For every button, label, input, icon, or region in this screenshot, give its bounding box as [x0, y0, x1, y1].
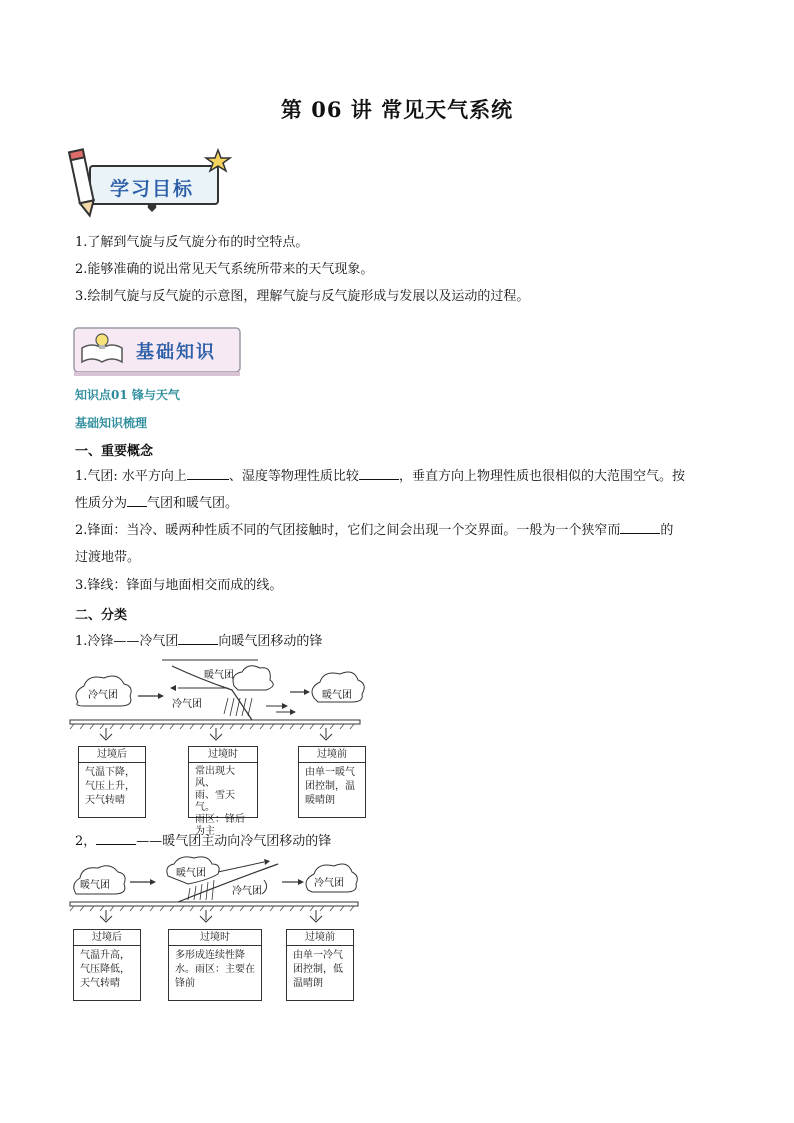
cold-mass-label: 冷气团 [88, 690, 118, 701]
answer-blank[interactable] [359, 465, 399, 480]
answer-blank[interactable] [620, 519, 660, 534]
review-title: 基础知识梳理 [75, 416, 148, 430]
warm-mass-left-label: 暖气团 [80, 880, 110, 891]
warm-front-before-box: 过境前 由单一冷气 团控制，低 温晴朗 [286, 929, 354, 1001]
section-heading-1: 一、重要概念 [75, 444, 154, 459]
warm-front-after-box: 过境后 气温升高， 气压降低， 天气转晴 [73, 929, 141, 1001]
goal-item-3: 3.绘制气旋与反气旋的示意图，理解气旋与反气旋形成与发展以及运动的过程。 [75, 289, 530, 304]
answer-blank[interactable] [178, 630, 218, 645]
page-title: 第 06 讲 常见天气系统 [280, 97, 514, 122]
cold-front-before-box: 过境前 由单一暖气 团控制，温 暖晴朗 [298, 746, 366, 818]
concept-1: 1.气团: 水平方向上 、湿度等物理性质比较 ，垂直方向上物理性质也很相似的大范围空气。按 性质分为 气团和暖气团。 [75, 463, 725, 517]
answer-blank[interactable] [127, 492, 147, 507]
goal-item-1: 1.了解到气旋与反气旋分布的时空特点。 [75, 235, 309, 250]
warm-mass-upper-label: 暖气团 [176, 868, 206, 879]
answer-blank[interactable] [96, 830, 136, 845]
goal-item-2: 2.能够准确的说出常见天气系统所带来的天气现象。 [75, 262, 374, 277]
cold-front-after-box: 过境后 气温下降， 气压上升， 天气转晴 [78, 746, 146, 818]
cold-front-diagram [68, 652, 368, 744]
cold-front-during-box: 过境时 常出现大风、 雨、雪天气。 雨区：锋后 为主 [188, 746, 258, 818]
basics-badge [72, 324, 244, 378]
warm-mass-right-label: 暖气团 [322, 690, 352, 701]
warm-mass-upper-label: 暖气团 [204, 670, 234, 681]
concept-2: 2.锋面：当冷、暖两种性质不同的气团接触时，它们之间会出现一个交界面。一般为一个狭窄而 的 过渡地带。 [75, 517, 725, 571]
cold-mass-lower-label: 冷气团 [172, 699, 202, 710]
cold-mass-right-label: 冷气团 [314, 878, 344, 889]
cold-mass-lower-label: 冷气团 [232, 886, 262, 897]
basics-badge-label: 基础知识 [136, 342, 216, 363]
concept-3: 3.锋线：锋面与地面相交而成的线。 [75, 578, 283, 593]
knowledge-point-title: 知识点01 锋与天气 [75, 388, 180, 402]
warm-front-diagram [68, 852, 362, 928]
cold-front-caption: 1.冷锋——冷气团 向暖气团移动的锋 [75, 630, 322, 651]
answer-blank[interactable] [187, 465, 229, 480]
warm-front-caption: 2， ——暖气团主动向冷气团移动的锋 [75, 830, 331, 851]
goals-badge [66, 148, 236, 220]
goals-badge-label: 学习目标 [110, 178, 195, 200]
warm-front-during-box: 过境时 多形成连续性降 水。雨区：主要在 锋前 [168, 929, 262, 1001]
section-heading-2: 二、分类 [75, 608, 128, 623]
